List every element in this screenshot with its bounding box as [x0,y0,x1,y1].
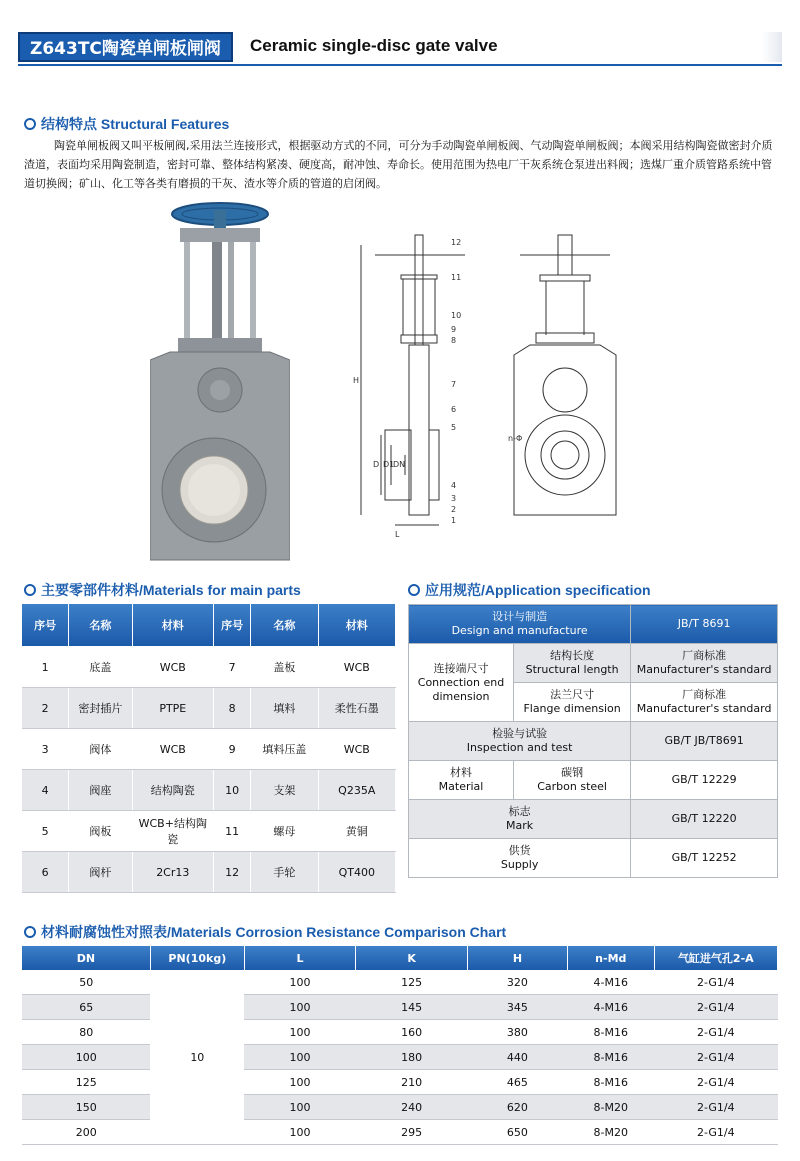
table-row [22,1045,778,1070]
supply-value: GB/T 12252 [631,839,778,878]
valve-photo [150,200,290,570]
application-heading-text: 应用规范/Application specification [425,582,651,598]
callout-label: 5 [451,423,457,432]
pn-cell: 10 [150,970,244,1145]
struct-label: 结构长度 [550,649,595,662]
table-cell: 620 [467,1095,567,1120]
dimension-label: L [395,530,400,539]
table-cell: 6 [22,852,69,893]
callout-label: 1 [451,516,457,525]
page-header [18,28,782,64]
table-cell: QT400 [318,852,395,893]
conn-label: 连接端尺寸 [433,661,489,675]
carbon-steel-label: 碳钢 [561,766,584,779]
table-cell: 阀板 [69,811,132,852]
table-cell: 8 [214,688,251,729]
callout-label: 11 [451,273,462,282]
mark-label: 标志 [508,805,531,818]
supply-label: 供货 [508,844,531,857]
table-cell: 210 [356,1070,468,1095]
page-title: Ceramic single-disc gate valve [250,36,498,55]
structural-text: 陶瓷单闸板阀又叫平板闸阀,采用法兰连接形式，根据驱动方式的不同，可分为手动陶瓷单闸板阀、气动陶瓷单闸板阀；本阀采用结构陶瓷做密封介质渣道，表面均采用陶瓷制造，密封可靠、整体结构紧凑、硬度高，耐冲蚀、寿命长。使用范围为热电厂干灰系统仓泵进出料阀；选煤厂重介质管路系统中管道切换阀；矿山、化工等各类有磨损的干灰、渣水等介质的管道的启闭阀。 [24,139,773,190]
table-cell: 100 [244,1120,356,1145]
design-value: JB/T 8691 [631,605,778,644]
structural-heading-text: 结构特点 Structural Features [41,116,230,132]
table-cell: 100 [244,1095,356,1120]
callout-label: 8 [451,336,457,345]
table-cell: 345 [467,995,567,1020]
table-cell: 4-M16 [567,995,654,1020]
bullet-icon [24,584,36,596]
col-header: 序号 [22,604,69,647]
table-cell: 125 [22,1070,150,1095]
table-cell: 阀体 [69,729,132,770]
col-header: 材料 [132,604,213,647]
table-cell: 支架 [251,770,318,811]
table-cell: 阀座 [69,770,132,811]
table-cell: 295 [356,1120,468,1145]
front-drawing [500,205,630,545]
table-cell: Q235A [318,770,395,811]
table-cell: 320 [467,970,567,995]
callout-label: 4 [451,481,457,490]
table-cell: 80 [22,1020,150,1045]
materials-heading [24,580,301,600]
col-header: 材料 [318,604,395,647]
insp-label-en: Inspection and test [466,741,573,754]
table-cell: 200 [22,1120,150,1145]
table-cell: 2-G1/4 [654,995,777,1020]
table-cell: 盖板 [251,647,318,688]
callout-label: 3 [451,494,457,503]
materials-heading-text: 主要零部件材料/Materials for main parts [41,582,301,598]
supply-label-en: Supply [500,858,539,871]
col-header: 序号 [214,604,251,647]
col-header: H [467,946,567,970]
table-cell: 100 [244,995,356,1020]
table-cell: WCB [132,729,213,770]
col-header: 名称 [69,604,132,647]
table-cell: 底盖 [69,647,132,688]
table-cell: 2-G1/4 [654,1020,777,1045]
table-row [22,811,396,852]
col-header: K [356,946,468,970]
material-label-en: Material [438,780,484,793]
table-cell: PTPE [132,688,213,729]
conn-label-en: Connection end dimension [417,675,505,703]
table-cell: 180 [356,1045,468,1070]
col-header: 名称 [251,604,318,647]
corrosion-heading-text: 材料耐腐蚀性对照表/Materials Corrosion Resistance Comparison Chart [41,924,507,940]
table-row [22,970,778,995]
table-cell: 100 [244,1045,356,1070]
col-header: L [244,946,356,970]
table-cell: 100 [22,1045,150,1070]
table-cell: WCB [318,647,395,688]
callout-label: 9 [451,325,457,334]
table-cell: 2-G1/4 [654,1095,777,1120]
design-label-en: Design and manufacture [451,624,588,637]
table-cell: 填料压盖 [251,729,318,770]
material-value: GB/T 12229 [631,761,778,800]
design-label: 设计与制造 [492,610,548,623]
col-header: 气缸进气孔2-A [654,946,777,970]
table-cell: 4 [22,770,69,811]
table-cell: 10 [214,770,251,811]
table-cell: 100 [244,970,356,995]
flange-value-en: Manufacturer's standard [636,702,772,715]
table-cell: 结构陶瓷 [132,770,213,811]
bullet-icon [24,926,36,938]
table-cell: 手轮 [251,852,318,893]
table-row [22,1020,778,1045]
table-cell: 柔性石墨 [318,688,395,729]
table-cell: 螺母 [251,811,318,852]
table-cell: 100 [244,1020,356,1045]
structural-heading [24,114,229,134]
table-row [22,1120,778,1145]
table-row [22,647,396,688]
header-divider [18,64,782,66]
callout-label: 6 [451,405,457,414]
insp-label: 检验与试验 [492,727,548,740]
table-cell: 65 [22,995,150,1020]
application-table [408,604,778,878]
table-cell: 1 [22,647,69,688]
table-cell: 465 [467,1070,567,1095]
dimension-label: H [353,376,360,385]
insp-value: GB/T JB/T8691 [631,722,778,761]
table-cell: 650 [467,1120,567,1145]
table-cell: WCB [132,647,213,688]
table-cell: 8-M16 [567,1070,654,1095]
struct-label-en: Structural length [525,663,619,676]
application-heading [408,580,651,600]
material-label: 材料 [450,766,472,779]
table-cell: 100 [244,1070,356,1095]
table-row [22,1070,778,1095]
table-cell: 3 [22,729,69,770]
callout-label: 2 [451,505,457,514]
table-cell: WCB [318,729,395,770]
col-header: PN(10kg) [150,946,244,970]
struct-value-en: Manufacturer's standard [636,663,772,676]
table-row [22,729,396,770]
col-header: n-Md [567,946,654,970]
col-header: DN [22,946,150,970]
table-row [22,1095,778,1120]
dimension-label: DN [393,460,406,469]
table-cell: 150 [22,1095,150,1120]
table-cell: 145 [356,995,468,1020]
carbon-steel-label-en: Carbon steel [537,780,607,793]
table-row [22,995,778,1020]
product-code-badge: Z643TC陶瓷单闸板闸阀 [18,32,233,62]
materials-table [22,604,396,893]
table-cell: 阀杆 [69,852,132,893]
callout-label: 7 [451,380,457,389]
table-cell: 填料 [251,688,318,729]
table-cell: 4-M16 [567,970,654,995]
table-cell: 8-M16 [567,1020,654,1045]
table-cell: 2-G1/4 [654,970,777,995]
table-cell: 黄铜 [318,811,395,852]
table-cell: 12 [214,852,251,893]
dimension-label: D1 [383,460,395,469]
table-cell: 密封插片 [69,688,132,729]
table-cell: 7 [214,647,251,688]
table-cell: 125 [356,970,468,995]
table-cell: 380 [467,1020,567,1045]
struct-value: 厂商标准 [682,649,727,662]
table-cell: 2-G1/4 [654,1120,777,1145]
callout-label: 12 [451,238,462,247]
table-row [22,688,396,729]
table-cell: 11 [214,811,251,852]
table-cell: 2-G1/4 [654,1045,777,1070]
section-drawing [345,205,495,545]
table-cell: 8-M20 [567,1095,654,1120]
table-row [22,770,396,811]
mark-label-en: Mark [506,819,534,832]
table-cell: 240 [356,1095,468,1120]
bullet-icon [24,118,36,130]
table-cell: 5 [22,811,69,852]
table-row [22,852,396,893]
corrosion-heading [24,922,506,942]
header-accent [762,32,782,62]
table-cell: 50 [22,970,150,995]
callout-label: 10 [451,311,462,320]
mark-value: GB/T 12220 [631,800,778,839]
table-cell: 8-M20 [567,1120,654,1145]
table-cell: WCB+结构陶瓷 [132,811,213,852]
flange-label: 法兰尺寸 [550,688,595,701]
table-cell: 160 [356,1020,468,1045]
dimension-label: D [373,460,380,469]
bullet-icon [408,584,420,596]
table-cell: 8-M16 [567,1045,654,1070]
table-cell: 440 [467,1045,567,1070]
table-cell: 9 [214,729,251,770]
table-cell: 2Cr13 [132,852,213,893]
flange-value: 厂商标准 [682,688,727,701]
dimension-label: n-Φ [508,434,523,443]
flange-label-en: Flange dimension [523,702,621,715]
table-cell: 2-G1/4 [654,1070,777,1095]
table-cell: 2 [22,688,69,729]
corrosion-table [22,946,778,1145]
